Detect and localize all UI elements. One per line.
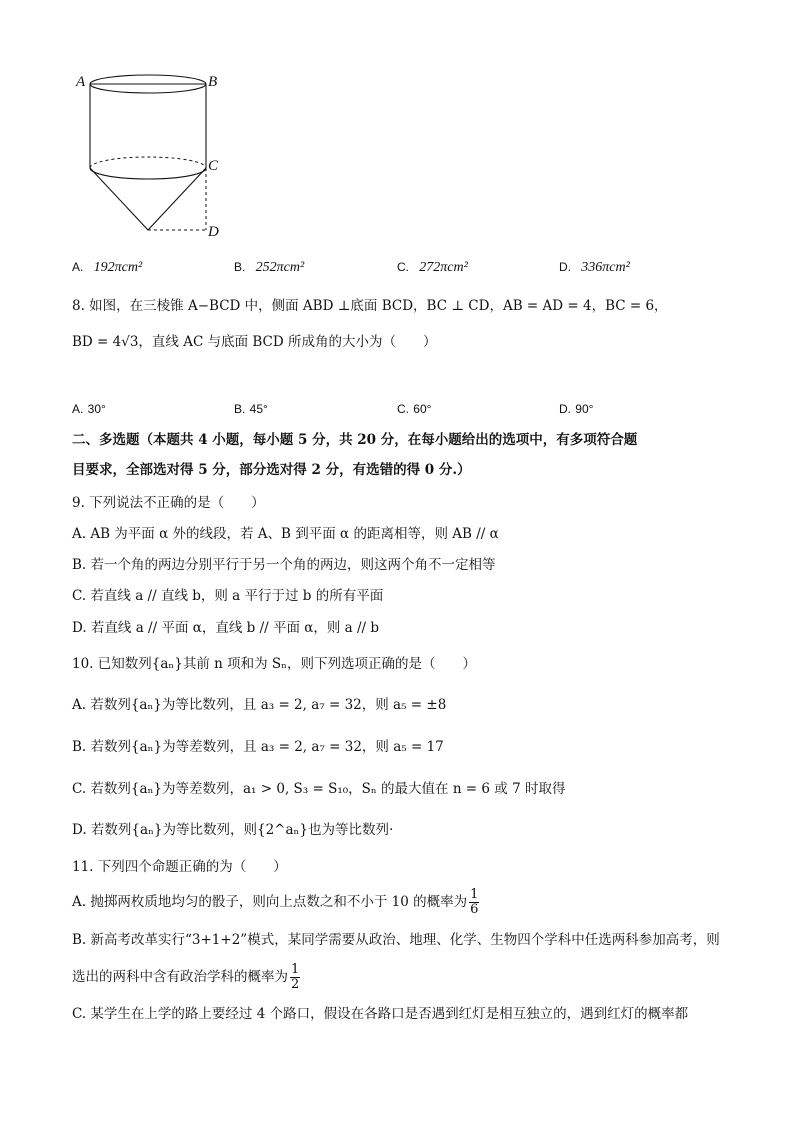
q10-option-b[interactable]: B. 若数列{aₙ}为等差数列，且 a₃ = 2, a₇ = 32，则 a₅ = 17: [72, 739, 444, 755]
cylinder-cone-figure: [70, 68, 230, 248]
q11-option-a[interactable]: A. 抛掷两枚质地均匀的骰子，则向上点数之和不小于 10 的概率为 $\frac{1}{6}$: [72, 886, 479, 917]
figure-svg: [70, 68, 230, 248]
q11-option-b-line2[interactable]: 选出的两科中含有政治学科的概率为 $\frac{1}{2}$: [72, 961, 300, 992]
q10-option-c[interactable]: C. 若数列{aₙ}为等差数列，a₁ > 0, S₃ = S₁₀，Sₙ 的最大值在 n = 6 或 7 时取得: [72, 781, 566, 797]
q10-option-a[interactable]: A. 若数列{aₙ}为等比数列，且 a₃ = 2, a₇ = 32，则 a₅ = ±8: [72, 697, 447, 713]
q8-option-c[interactable]: C. 60°: [397, 402, 432, 416]
q7-option-a[interactable]: A. 192πcm²: [72, 260, 143, 275]
label-c: C: [208, 158, 219, 174]
q9-stem: 9. 下列说法不正确的是（ ）: [72, 495, 265, 511]
q11-option-c-line1[interactable]: C. 某学生在上学的路上要经过 4 个路口，假设在各路口是否遇到红灯是相互独立的，遇到红灯的概率都: [72, 1006, 689, 1022]
q8-option-d[interactable]: D. 90°: [559, 402, 594, 416]
q11-option-b-line1[interactable]: B. 新高考改革实行“3+1+2”模式，某同学需要从政治、地理、化学、生物四个学科中任选两科参加高考，则: [72, 932, 720, 948]
q7-option-d[interactable]: D. 336πcm²: [559, 260, 630, 275]
q8-option-b[interactable]: B. 45°: [234, 402, 268, 416]
q8-stem-line2: BD = 4√3，直线 AC 与底面 BCD 所成角的大小为（ ）: [72, 334, 437, 350]
label-a: A: [76, 74, 86, 90]
section2-heading-line1: 二、多选题（本题共 4 小题，每小题 5 分，共 20 分，在每小题给出的选项中，有多项符合题: [72, 432, 638, 448]
fraction-one-half: $\frac{1}{2}$: [291, 961, 300, 992]
bottom-ellipse-back: [90, 157, 206, 168]
label-d: D: [208, 224, 219, 240]
fraction-one-sixth: $\frac{1}{6}$: [470, 886, 479, 917]
q8-option-a[interactable]: A. 30°: [72, 402, 106, 416]
q9-option-c[interactable]: C. 若直线 a // 直线 b，则 a 平行于过 b 的所有平面: [72, 588, 384, 604]
q7-option-b[interactable]: B. 252πcm²: [234, 260, 305, 275]
q10-stem: 10. 已知数列{aₙ}其前 n 项和为 Sₙ，则下列选项正确的是（ ）: [72, 656, 476, 672]
q8-stem-line1: 8. 如图，在三棱锥 A−BCD 中，侧面 ABD ⊥底面 BCD，BC ⊥ CD，AB = AD = 4，BC = 6，: [72, 298, 668, 314]
q9-option-d[interactable]: D. 若直线 a // 平面 α，直线 b // 平面 α，则 a // b: [72, 620, 380, 636]
q10-option-d[interactable]: D. 若数列{aₙ}为等比数列，则{2^aₙ}也为等比数列·: [72, 822, 394, 838]
q9-option-b[interactable]: B. 若一个角的两边分别平行于另一个角的两边，则这两个角不一定相等: [72, 557, 496, 573]
bottom-ellipse-front: [90, 168, 206, 179]
q11-stem: 11. 下列四个命题正确的为（ ）: [72, 859, 287, 875]
q9-option-a[interactable]: A. AB 为平面 α 外的线段，若 A、B 到平面 α 的距离相等，则 AB // α: [72, 526, 499, 542]
q7-option-c[interactable]: C. 272πcm²: [397, 260, 468, 275]
section2-heading-line2: 目要求，全部选对得 5 分，部分选对得 2 分，有选错的得 0 分.）: [72, 462, 471, 478]
label-b: B: [208, 74, 218, 90]
